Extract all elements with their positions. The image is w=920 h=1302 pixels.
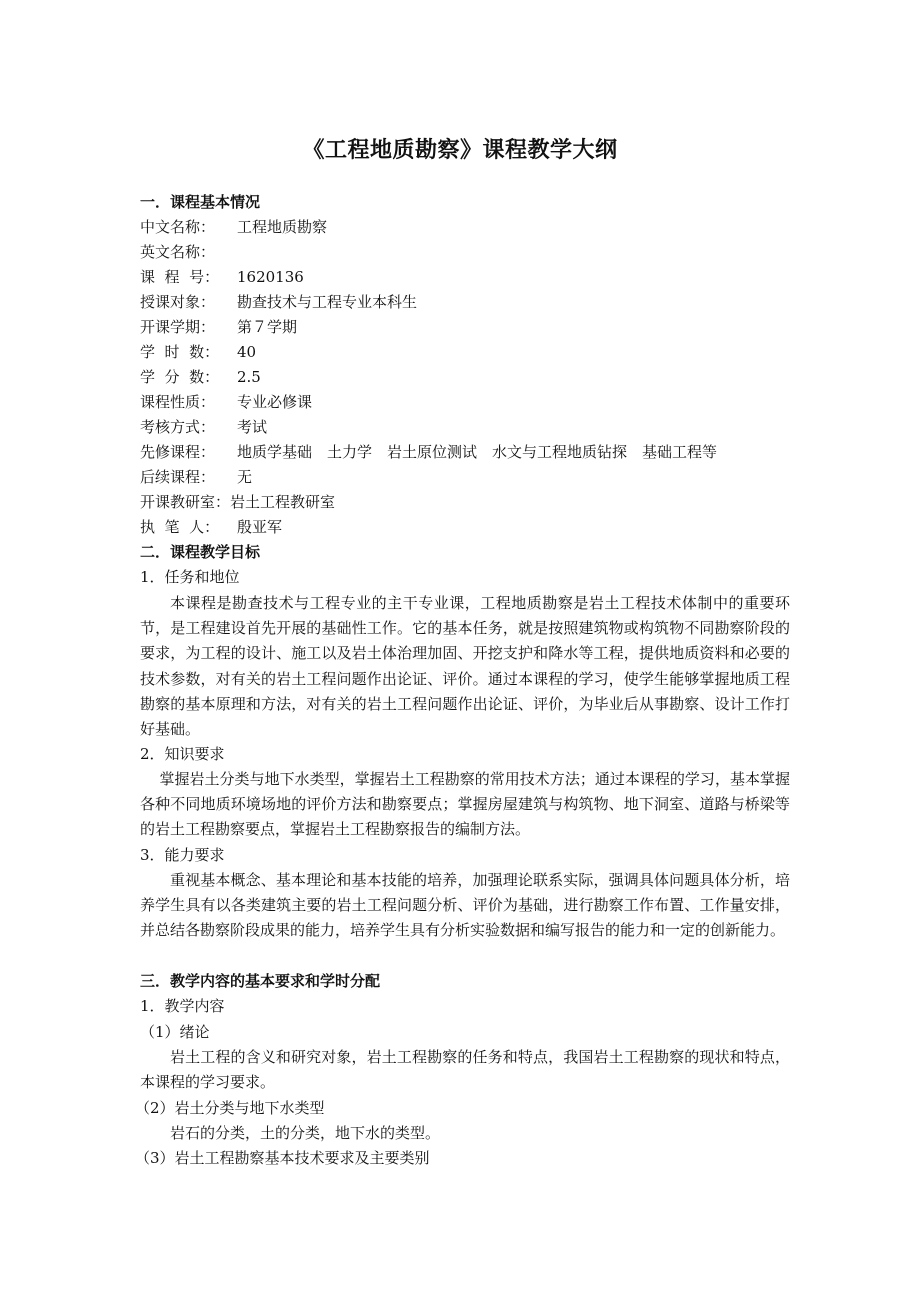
item-title: （2）岩土分类与地下水类型 xyxy=(135,1099,325,1117)
field-label: 后续课程： xyxy=(140,468,216,486)
field-label: 学 分 数： xyxy=(140,368,220,386)
field-label: 学 时 数： xyxy=(140,343,220,361)
field-row xyxy=(140,290,417,315)
paragraph: 掌握岩土分类与地下水类型，掌握岩土工程勘察的常用技术方法；通过本课程的学习，基本掌握各种不同地质环境场地的评价方法和勘察要点；掌握房屋建筑与构筑物、地下洞室、道路与桥梁等的岩土工程勘察要点，掌握岩土工程勘察报告的编制方法。 xyxy=(140,770,790,839)
field-row xyxy=(140,315,297,340)
field-value: 工程地质勘察 xyxy=(237,218,328,236)
subsection-title: 2．知识要求 xyxy=(140,745,225,763)
field-value: 地质学基础 土力学 岩土原位测试 水文与工程地质钻探 基础工程等 xyxy=(237,443,718,461)
subsection-title: 1．任务和地位 xyxy=(140,568,240,586)
item-title: （3）岩土工程勘察基本技术要求及主要类别 xyxy=(135,1149,430,1167)
field-value: 勘查技术与工程专业本科生 xyxy=(237,293,418,311)
paragraph: 重视基本概念、基本理论和基本技能的培养，加强理论联系实际，强调具体问题具体分析，培养学生具有以各类建筑主要的岩土工程问题分析、评价为基础，进行勘察工作布置、工作量安排，并总结各勘察阶段成果的能力，培养学生具有分析实验数据和编写报告的能力和一定的创新能力。 xyxy=(140,871,790,940)
field-value: 2.5 xyxy=(237,368,261,386)
field-label: 开课学期： xyxy=(140,318,216,336)
item-title: （1）绪论 xyxy=(140,1023,210,1041)
field-label: 中文名称： xyxy=(140,218,216,236)
field-label: 课 程 号： xyxy=(140,268,220,286)
field-row xyxy=(140,240,237,265)
field-row xyxy=(140,215,327,240)
field-value: 无 xyxy=(237,468,253,486)
field-value: 岩土工程教研室 xyxy=(230,493,336,511)
field-row xyxy=(140,465,252,490)
section-heading-basic-info: 一．课程基本情况 xyxy=(140,193,261,211)
field-row xyxy=(140,415,267,440)
field-value: 专业必修课 xyxy=(237,393,313,411)
field-row xyxy=(140,265,304,290)
field-value: 40 xyxy=(237,343,257,361)
field-label: 开课教研室： xyxy=(140,493,231,511)
field-row xyxy=(140,440,717,465)
subsection-title: 3．能力要求 xyxy=(140,846,225,864)
field-label: 英文名称： xyxy=(140,243,216,261)
paragraph: 岩石的分类，土的分类，地下水的类型。 xyxy=(170,1124,441,1142)
field-label: 先修课程： xyxy=(140,443,216,461)
field-label: 课程性质： xyxy=(140,393,216,411)
field-value: 考试 xyxy=(237,418,268,436)
field-row xyxy=(140,490,335,515)
field-value: 殷亚军 xyxy=(237,518,283,536)
paragraph: 岩土工程的含义和研究对象，岩土工程勘察的任务和特点，我国岩土工程勘察的现状和特点，本课程的学习要求。 xyxy=(140,1048,790,1092)
field-row xyxy=(140,365,261,390)
field-label: 授课对象： xyxy=(140,293,216,311)
field-row xyxy=(140,340,256,365)
subsection-title: 1．教学内容 xyxy=(140,997,225,1015)
paragraph: 本课程是勘查技术与工程专业的主干专业课，工程地质勘察是岩土工程技术体制中的重要环节，是工程建设首先开展的基础性工作。它的基本任务，就是按照建筑物或构筑物不同勘察阶段的要求，为工程的设计、施工以及岩土体治理加固、开挖支护和降水等工程，提供地质资料和必要的技术参数，对有关的岩土工程问题作出论证、评价。通过本课程的学习，使学生能够掌握地质工程勘察的基本原理和方法，对有关的岩土工程问题作出论证、评价，为毕业后从事勘察、设计工作打好基础。 xyxy=(140,594,790,739)
field-row xyxy=(140,515,282,540)
section-heading-objectives: 二．课程教学目标 xyxy=(140,543,261,561)
section-heading-content: 三．教学内容的基本要求和学时分配 xyxy=(140,972,381,990)
field-row xyxy=(140,390,312,415)
field-value: 第７学期 xyxy=(237,318,298,336)
document-title: 《工程地质勘察》课程教学大纲 xyxy=(302,138,618,163)
field-label: 考核方式： xyxy=(140,418,216,436)
field-label: 执 笔 人： xyxy=(140,518,220,536)
field-value: 1620136 xyxy=(237,268,304,286)
